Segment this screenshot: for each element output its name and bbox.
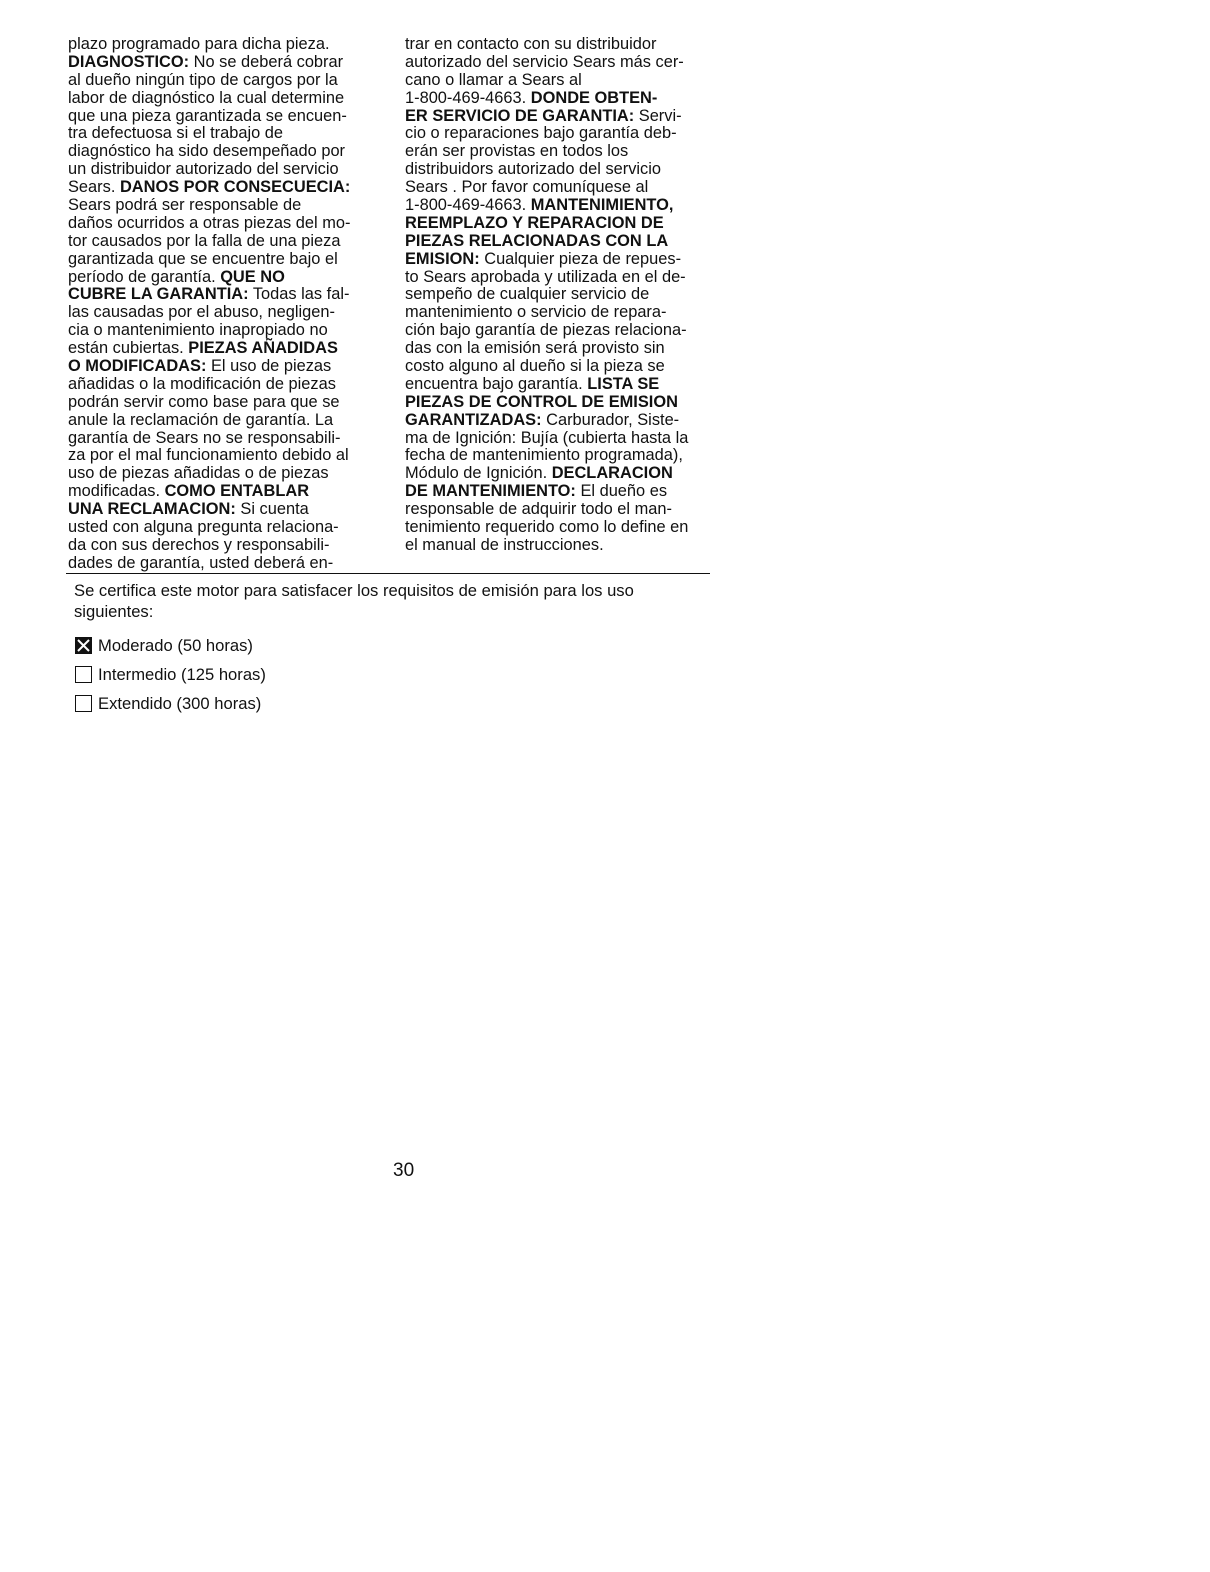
section-heading: DE MANTENIMIENTO: xyxy=(405,482,576,501)
section-heading: REEMPLAZO Y REPARACION DE xyxy=(405,213,664,232)
body-text: uso de piezas añadidas o de piezas xyxy=(68,464,329,483)
emission-durability-options xyxy=(75,631,266,718)
section-heading: GARANTIZADAS: xyxy=(405,410,542,429)
body-text: Servi- xyxy=(634,106,682,125)
text-line xyxy=(68,72,386,90)
text-line xyxy=(405,108,723,126)
text-line xyxy=(405,537,723,555)
body-text: ma de Ignición: Bujía (cubierta hasta la xyxy=(405,428,689,447)
text-line xyxy=(405,519,723,537)
text-line xyxy=(405,501,723,519)
text-line xyxy=(68,161,386,179)
empty-box-icon xyxy=(75,695,92,712)
text-line xyxy=(68,412,386,430)
text-line xyxy=(405,233,723,251)
text-line xyxy=(68,90,386,108)
text-line xyxy=(68,251,386,269)
body-text: diagnóstico ha sido desempeñado por xyxy=(68,142,346,161)
section-divider xyxy=(66,573,710,574)
body-text: Todas las fal- xyxy=(248,285,350,304)
option-label: Moderado (50 horas) xyxy=(98,635,253,655)
text-line xyxy=(68,447,386,465)
text-line xyxy=(405,358,723,376)
section-heading: MANTENIMIENTO, xyxy=(530,196,674,215)
text-line xyxy=(68,304,386,322)
text-line xyxy=(405,286,723,304)
section-heading: DANOS POR CONSECUECIA: xyxy=(119,178,351,197)
text-line xyxy=(68,358,386,376)
page-number: 30 xyxy=(393,1160,415,1181)
section-heading: CUBRE LA GARANTIA: xyxy=(68,285,249,304)
text-line xyxy=(68,54,386,72)
body-text: al dueño ningún tipo de cargos por la xyxy=(68,70,338,89)
body-text: período de garantía. xyxy=(68,267,221,286)
text-line xyxy=(405,125,723,143)
text-line xyxy=(405,36,723,54)
section-heading: PIEZAS AÑADIDAS xyxy=(188,339,338,358)
text-line xyxy=(405,412,723,430)
body-text: añadidas o la modificación de piezas xyxy=(68,374,336,393)
section-heading: LISTA SE xyxy=(587,374,660,393)
text-line xyxy=(68,483,386,501)
text-line xyxy=(405,269,723,287)
body-text: están cubiertas. xyxy=(68,339,189,358)
body-text: trar en contacto con su distribuidor xyxy=(405,35,657,53)
body-text: ción bajo garantía de piezas relaciona- xyxy=(405,321,687,340)
text-line xyxy=(405,143,723,161)
body-text: za por el mal funcionamiento debido al xyxy=(68,446,349,465)
body-text: erán ser provistas en todos los xyxy=(405,142,629,161)
body-text: distribuidors autorizado del servicio xyxy=(405,160,661,179)
text-line xyxy=(405,197,723,215)
text-line xyxy=(405,90,723,108)
text-line xyxy=(405,54,723,72)
body-text: Sears podrá ser responsable de xyxy=(68,196,302,215)
text-line xyxy=(405,465,723,483)
section-heading: DECLARACION xyxy=(551,464,673,483)
body-text: garantizada que se encuentre bajo el xyxy=(68,249,338,268)
body-text: un distribuidor autorizado del servicio xyxy=(68,160,339,179)
certification-statement: Se certifica este motor para satisfacer los requisitos de emisión para los uso siguientes: xyxy=(74,581,634,621)
text-line xyxy=(68,537,386,555)
text-line xyxy=(405,483,723,501)
text-line xyxy=(68,143,386,161)
text-line xyxy=(405,447,723,465)
option-label: Intermedio (125 horas) xyxy=(98,664,266,684)
text-line xyxy=(405,304,723,322)
warranty-text-right-column xyxy=(405,36,723,555)
section-heading: UNA RECLAMACION: xyxy=(68,500,236,519)
body-text: autorizado del servicio Sears más cer- xyxy=(405,52,684,71)
section-heading: O MODIFICADAS: xyxy=(68,357,207,376)
checked-box-icon xyxy=(75,637,92,654)
text-line xyxy=(68,519,386,537)
body-text: El dueño es xyxy=(575,482,668,501)
text-line xyxy=(405,394,723,412)
body-text: responsable de adquirir todo el man- xyxy=(405,500,672,519)
text-line xyxy=(68,269,386,287)
body-text: tra defectuosa si el trabajo de xyxy=(68,124,284,143)
body-text: el manual de instrucciones. xyxy=(405,535,604,554)
body-text: Cualquier pieza de repues- xyxy=(479,249,682,268)
body-text: mantenimiento o servicio de repara- xyxy=(405,303,667,322)
body-text: Sears. xyxy=(68,178,120,197)
warranty-text-left-column xyxy=(68,36,386,573)
body-text: tenimiento requerido como lo define en xyxy=(405,518,689,537)
body-text: encuentra bajo garantía. xyxy=(405,374,588,393)
body-text: modificadas. xyxy=(68,482,165,501)
body-text: dades de garantía, usted deberá en- xyxy=(68,553,334,572)
option-intermedio xyxy=(75,660,266,689)
text-line xyxy=(68,430,386,448)
section-heading: DONDE OBTEN- xyxy=(530,88,658,107)
body-text: garantía de Sears no se responsabili- xyxy=(68,428,341,447)
text-line xyxy=(68,340,386,358)
body-text: Carburador, Siste- xyxy=(541,410,680,429)
body-text: da con sus derechos y responsabili- xyxy=(68,535,330,554)
section-heading: QUE NO xyxy=(220,267,285,286)
text-line xyxy=(405,215,723,233)
section-heading: PIEZAS DE CONTROL DE EMISION xyxy=(405,392,678,411)
body-text: daños ocurridos a otras piezas del mo- xyxy=(68,213,351,232)
body-text: las causadas por el abuso, negligen- xyxy=(68,303,335,322)
body-text: que una pieza garantizada se encuen- xyxy=(68,106,347,125)
body-text: El uso de piezas xyxy=(206,357,332,376)
body-text: 1-800-469-4663. xyxy=(405,196,531,215)
text-line xyxy=(68,197,386,215)
text-line xyxy=(68,322,386,340)
body-text: plazo programado para dicha pieza. xyxy=(68,35,330,53)
text-line xyxy=(68,108,386,126)
body-text: Si cuenta xyxy=(235,500,309,519)
text-line xyxy=(68,36,386,54)
body-text: usted con alguna pregunta relaciona- xyxy=(68,518,339,537)
body-text: cano o llamar a Sears al xyxy=(405,70,582,89)
body-text: Módulo de Ignición. xyxy=(405,464,552,483)
text-line xyxy=(405,376,723,394)
body-text: sempeño de cualquier servicio de xyxy=(405,285,650,304)
body-text: das con la emisión será provisto sin xyxy=(405,339,665,358)
option-moderado xyxy=(75,631,266,660)
text-line xyxy=(405,161,723,179)
text-line xyxy=(68,125,386,143)
text-line xyxy=(405,179,723,197)
text-line xyxy=(405,72,723,90)
option-label: Extendido (300 horas) xyxy=(98,693,262,713)
body-text: cio o reparaciones bajo garantía deb- xyxy=(405,124,677,143)
body-text: to Sears aprobada y utilizada en el de- xyxy=(405,267,686,286)
body-text: anule la reclamación de garantía. La xyxy=(68,410,334,429)
empty-box-icon xyxy=(75,666,92,683)
body-text: labor de diagnóstico la cual determine xyxy=(68,88,345,107)
body-text: 1-800-469-4663. xyxy=(405,88,531,107)
body-text: podrán servir como base para que se xyxy=(68,392,340,411)
body-text: cia o mantenimiento inapropiado no xyxy=(68,321,328,340)
body-text: costo alguno al dueño si la pieza se xyxy=(405,357,665,376)
text-line xyxy=(405,340,723,358)
section-heading: DIAGNOSTICO: xyxy=(68,52,190,71)
text-line xyxy=(68,555,386,573)
option-extendido xyxy=(75,689,266,718)
text-line xyxy=(68,394,386,412)
section-heading: PIEZAS RELACIONADAS CON LA xyxy=(405,231,669,250)
text-line xyxy=(405,322,723,340)
text-line xyxy=(68,286,386,304)
body-text: tor causados por la falla de una pieza xyxy=(68,231,341,250)
section-heading: COMO ENTABLAR xyxy=(164,482,310,501)
text-line xyxy=(68,179,386,197)
text-line xyxy=(405,251,723,269)
text-line xyxy=(68,233,386,251)
body-text: fecha de mantenimiento programada), xyxy=(405,446,683,465)
text-line xyxy=(68,501,386,519)
section-heading: ER SERVICIO DE GARANTIA: xyxy=(405,106,635,125)
text-line xyxy=(68,465,386,483)
section-heading: EMISION: xyxy=(405,249,480,268)
body-text: No se deberá cobrar xyxy=(189,52,344,71)
body-text: Sears . Por favor comuníquese al xyxy=(405,178,649,197)
text-line xyxy=(68,215,386,233)
text-line xyxy=(68,376,386,394)
text-line xyxy=(405,430,723,448)
